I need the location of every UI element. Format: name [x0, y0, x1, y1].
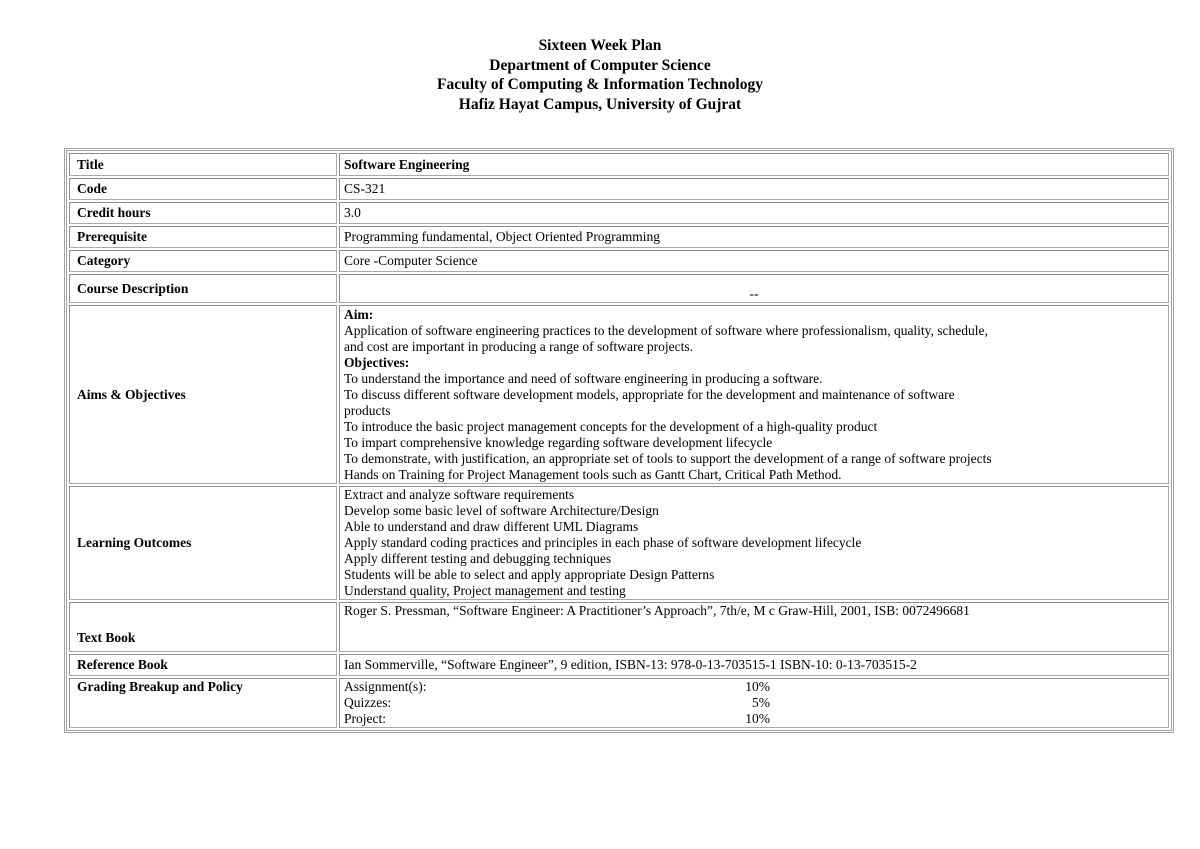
department-name: Department of Computer Science: [489, 56, 711, 74]
aims-objectives: [339, 305, 1169, 484]
row-label: Credit hours: [69, 202, 337, 224]
document-header: [0, 36, 1200, 114]
objective-item: To understand the importance and need of software engineering in producing a software.: [344, 371, 823, 386]
reference-book: Ian Sommerville, “Software Engineer”, 9 edition, ISBN-13: 978-0-13-703515-1 ISBN-10: 0-13-703515-2: [339, 654, 1169, 676]
row-label: Prerequisite: [69, 226, 337, 248]
grade-item: [344, 679, 1164, 695]
table-row-category: [69, 250, 1169, 272]
grade-item-name: Assignment(s):: [344, 679, 427, 694]
grade-item-value: 10%: [745, 711, 770, 726]
outcome-item: Develop some basic level of software Architecture/Design: [344, 503, 659, 518]
grading-breakup: [339, 678, 1169, 728]
grade-item-name: Project:: [344, 711, 386, 726]
outcome-item: Apply standard coding practices and principles in each phase of software development lifecycle: [344, 535, 862, 550]
grade-item-name: Quizzes:: [344, 695, 392, 710]
learning-outcomes: [339, 486, 1169, 600]
row-label: Course Description: [69, 274, 337, 303]
grade-item: [344, 695, 1164, 711]
objective-item: To introduce the basic project management concepts for the development of a high-quality product: [344, 419, 878, 434]
objective-item: To impart comprehensive knowledge regarding software development lifecycle: [344, 435, 773, 450]
row-label: Aims & Objectives: [69, 305, 337, 484]
grade-item-value: 5%: [752, 695, 770, 710]
outcome-item: Understand quality, Project management and testing: [344, 583, 626, 598]
grade-item-value: 10%: [745, 679, 770, 694]
campus-name: Hafiz Hayat Campus, University of Gujrat: [458, 95, 742, 113]
course-outline-table: [64, 148, 1174, 733]
aim-heading: Aim:: [344, 307, 374, 322]
course-code: CS-321: [339, 178, 1169, 200]
objective-item: To demonstrate, with justification, an appropriate set of tools to support the development of a range of software projects: [344, 451, 992, 466]
category: Core -Computer Science: [339, 250, 1169, 272]
plan-title: Sixteen Week Plan: [538, 37, 662, 54]
table-row-grading: [69, 678, 1169, 728]
row-label: Category: [69, 250, 337, 272]
row-label: Text Book: [69, 602, 337, 652]
objective-item: To discuss different software development models, appropriate for the development and maintenance of software: [344, 387, 955, 402]
text-book: Roger S. Pressman, “Software Engineer: A Practitioner’s Approach”, 7th/e, M c Graw-Hill, 2001, ISB: 0072496681: [339, 602, 1169, 652]
objectives-heading: Objectives:: [344, 355, 410, 370]
outcome-item: Able to understand and draw different UML Diagrams: [344, 519, 639, 534]
faculty-name: Faculty of Computing & Information Technology: [437, 76, 763, 93]
row-label: Code: [69, 178, 337, 200]
table-row-credit-hours: [69, 202, 1169, 224]
grade-item: [344, 711, 1164, 727]
aim-text: Application of software engineering practices to the development of software where professionalism, quality, schedule,: [344, 323, 988, 338]
aim-text: and cost are important in producing a range of software projects.: [344, 339, 694, 354]
table-row-outcomes: [69, 486, 1169, 600]
table-row-aims: [69, 305, 1169, 484]
row-label: Reference Book: [69, 654, 337, 676]
course-description: --: [339, 274, 1169, 303]
row-label: Title: [69, 153, 337, 176]
table-row-prerequisite: [69, 226, 1169, 248]
table-row-code: [69, 178, 1169, 200]
row-label: Learning Outcomes: [69, 486, 337, 600]
outcome-item: Extract and analyze software requirements: [344, 487, 575, 502]
table-row-reference: [69, 654, 1169, 676]
course-title: Software Engineering: [339, 153, 1169, 176]
table-row-textbook: [69, 602, 1169, 652]
prerequisite: Programming fundamental, Object Oriented Programming: [339, 226, 1169, 248]
credit-hours: 3.0: [339, 202, 1169, 224]
table-row-description: [69, 274, 1169, 303]
outcome-item: Apply different testing and debugging techniques: [344, 551, 612, 566]
objective-item: products: [344, 403, 391, 418]
objective-item: Hands on Training for Project Management tools such as Gantt Chart, Critical Path Method.: [344, 467, 842, 482]
outcome-item: Students will be able to select and apply appropriate Design Patterns: [344, 567, 715, 582]
table-row-title: [69, 153, 1169, 176]
row-label: Grading Breakup and Policy: [69, 678, 337, 728]
